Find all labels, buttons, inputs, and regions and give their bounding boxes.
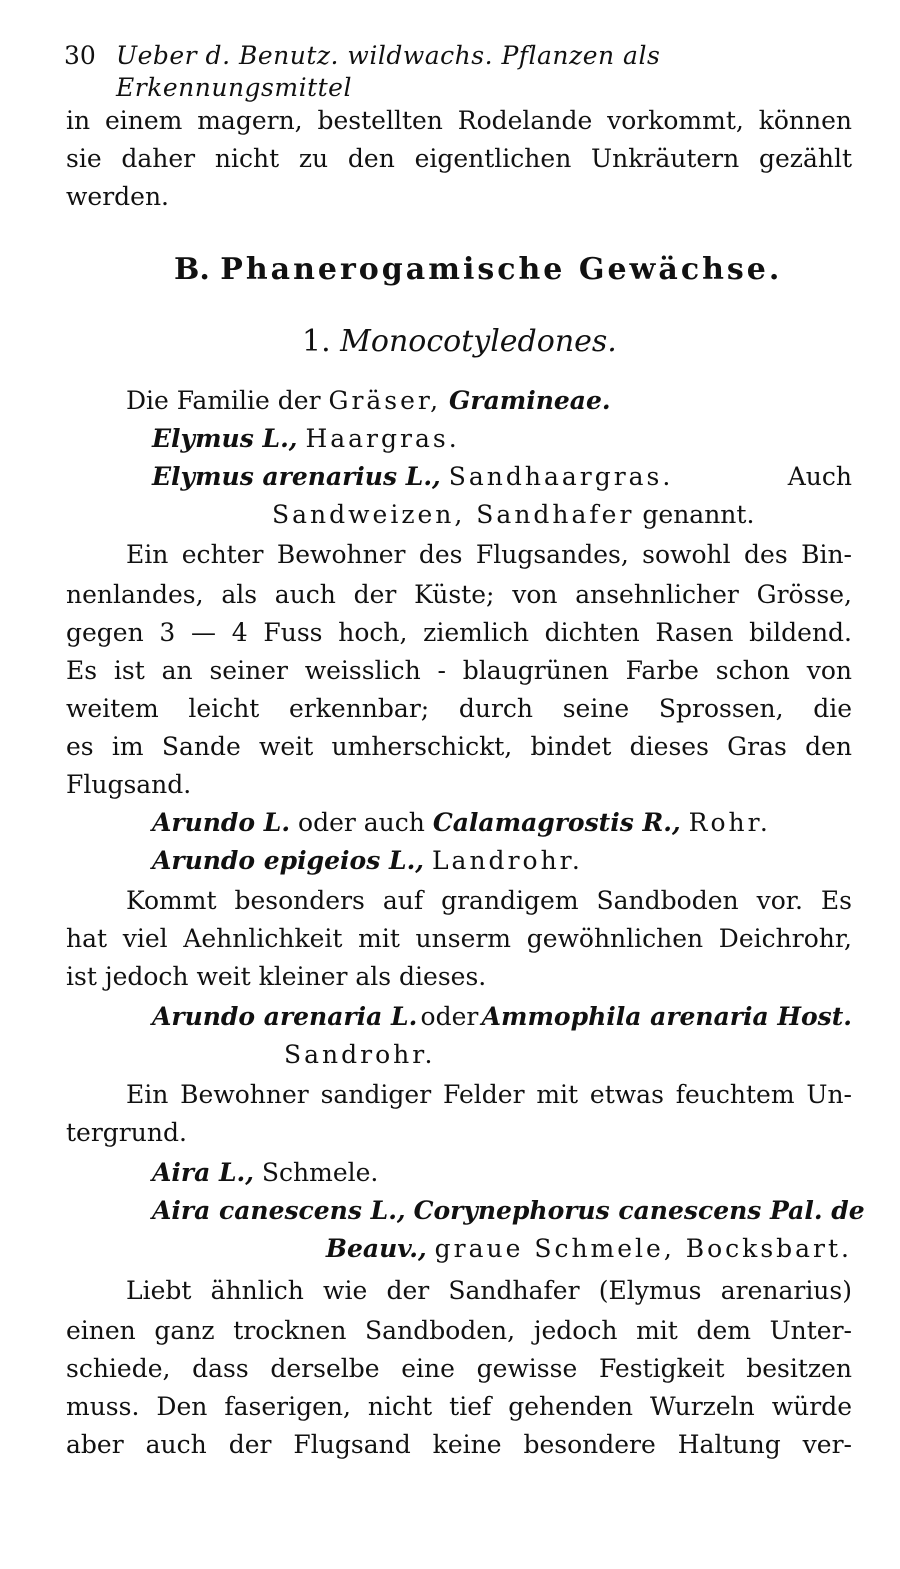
elymus-desc-6: es im Sande weit umherschickt, bindet dieses Gras den [66, 732, 852, 761]
aira-genus-common: Schmele. [261, 1158, 379, 1187]
arundo-species2-common-line [284, 1038, 435, 1072]
section-heading [174, 250, 782, 290]
arundo-desc1-1: Kommt besonders auf grandigem Sandboden vor. Es [126, 886, 852, 915]
section-title: Phanerogamische Gewächse. [220, 252, 783, 287]
intro-line-3: werden. [66, 182, 169, 211]
arundo-or: oder [420, 1002, 479, 1031]
elymus-desc-1: Ein echter Bewohner des Flugsandes, sowohl des Bin- [126, 540, 852, 569]
section-letter: B. [174, 252, 210, 287]
arundo-or-also: oder auch [298, 808, 425, 837]
aira-desc-2: einen ganz trocknen Sandboden, jedoch mit dem Unter- [66, 1316, 852, 1345]
elymus-genus-line [152, 422, 460, 456]
aira-desc-5: aber auch der Flugsand keine besondere Haltung ver- [66, 1430, 852, 1459]
arundo-desc2-2: tergrund. [66, 1118, 187, 1147]
arundo-species2-line [152, 1000, 852, 1034]
arundo-genus: Arundo L. [152, 808, 291, 837]
aira-desc-4: muss. Den faserigen, nicht tief gehenden Wurzeln würde [66, 1392, 852, 1421]
family-name: Gräser, [328, 386, 442, 415]
subsection-title: Monocotyledones. [340, 324, 617, 359]
running-head-title: Ueber d. Benutz. wildwachs. Pflanzen als Erkennungsmittel [116, 41, 661, 102]
elymus-species-line [152, 460, 852, 494]
aira-species: Aira canescens L., [152, 1196, 406, 1225]
aira-species-alt: Corynephorus canescens Pal. de [413, 1196, 865, 1225]
arundo-species1-line [152, 844, 583, 878]
arundo-genus-common: Rohr. [688, 808, 771, 837]
family-prefix: Die Familie der [126, 386, 321, 415]
elymus-species-common: Sandhaargras. [448, 462, 674, 491]
arundo-genus-line [152, 806, 771, 840]
elymus-desc-3: gegen 3 — 4 Fuss hoch, ziemlich dichten Rasen bildend. [66, 618, 852, 647]
arundo-species2-alt: Ammophila arenaria Host. [481, 1002, 852, 1031]
subsection-number: 1. [302, 324, 331, 359]
elymus-named: genannt. [642, 500, 755, 529]
elymus-alt-names-line [272, 498, 754, 532]
intro-line-2: sie daher nicht zu den eigentlichen Unkräutern gezählt [66, 144, 852, 173]
elymus-desc-7: Flugsand. [66, 770, 192, 799]
elymus-genus: Elymus L., [152, 424, 298, 453]
elymus-alt-names: Sandweizen, Sandhafer [272, 500, 635, 529]
elymus-species: Elymus arenarius L., [152, 462, 441, 491]
aira-species-common: graue Schmele, Bocksbart. [434, 1234, 852, 1263]
arundo-alt-genus: Calamagrostis R., [432, 808, 681, 837]
elymus-genus-common: Haargras. [305, 424, 460, 453]
subsection-heading [302, 322, 617, 362]
arundo-species1-common: Landrohr. [431, 846, 583, 875]
aira-common-line [326, 1232, 852, 1266]
arundo-desc1-2: hat viel Aehnlichkeit mit unserm gewöhnlichen Deichrohr, [66, 924, 852, 953]
family-line [126, 384, 611, 418]
arundo-desc1-3: ist jedoch weit kleiner als dieses. [66, 962, 487, 991]
arundo-species1: Arundo epigeios L., [152, 846, 424, 875]
family-latin: Gramineae. [449, 386, 611, 415]
arundo-species2-common: Sandrohr. [284, 1040, 436, 1069]
aira-desc-1: Liebt ähnlich wie der Sandhafer (Elymus arenarius) [126, 1276, 852, 1305]
aira-desc-3: schiede, dass derselbe eine gewisse Festigkeit besitzen [66, 1354, 852, 1383]
arundo-species2: Arundo arenaria L. [152, 1002, 418, 1031]
elymus-desc-4: Es ist an seiner weisslich - blaugrünen Farbe schon von [66, 656, 852, 685]
page-number: 30 [64, 41, 96, 70]
intro-line-1: in einem magern, bestellten Rodelande vorkommt, können [66, 106, 852, 135]
aira-species-alt-2: Beauv., [325, 1234, 427, 1263]
arundo-desc2-1: Ein Bewohner sandiger Felder mit etwas feuchtem Un- [126, 1080, 852, 1109]
elymus-desc-5: weitem leicht erkennbar; durch seine Sprossen, die [66, 694, 852, 723]
elymus-also: Auch [787, 462, 852, 491]
elymus-desc-2: nenlandes, als auch der Küste; von ansehnlicher Grösse, [66, 580, 852, 609]
aira-species-line [152, 1194, 865, 1228]
aira-genus: Aira L., [152, 1158, 254, 1187]
aira-genus-line [152, 1156, 378, 1190]
